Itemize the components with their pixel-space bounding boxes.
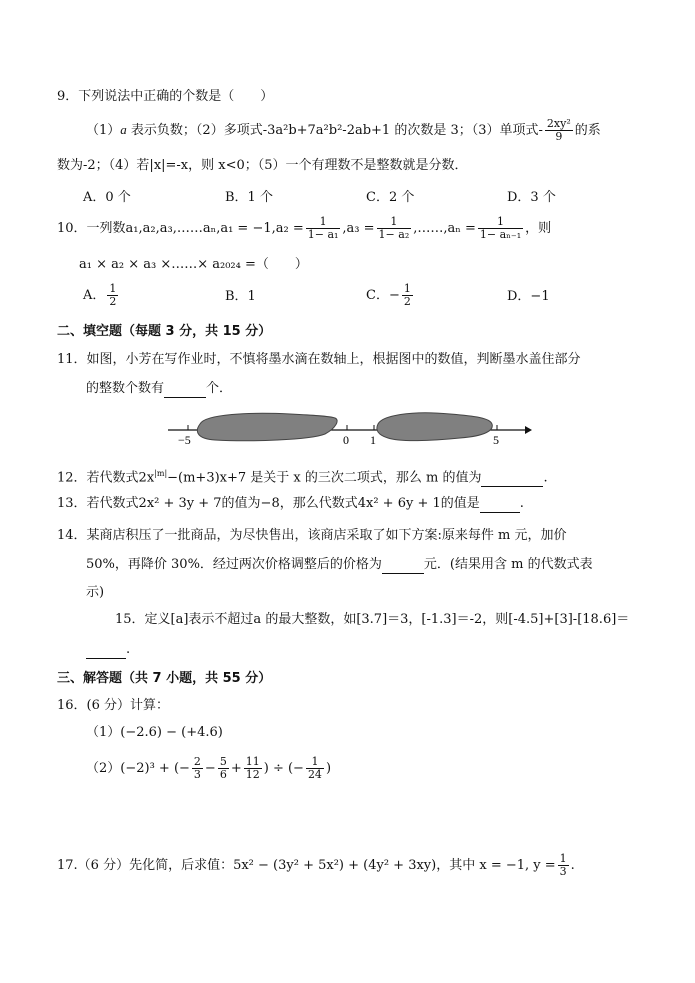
- q14-line2: 50%，再降价 30%．经过两次价格调整后的价格为 元．(结果用含 m 的代数式表: [86, 557, 593, 572]
- ink-blot-left: [197, 413, 337, 440]
- q17-line: 17.（6 分）先化简，后求值：5x² − (3y² + 5x²) + (4y² + 3xy)，其中 x = −1, y = $\frac{1}{3}$ .: [57, 852, 575, 878]
- q10-option-b: B．1: [225, 289, 256, 304]
- q16-part1: （1）(−2.6) − (+4.6): [86, 725, 223, 740]
- number-line-figure: [160, 408, 535, 448]
- q10-option-a: A． $\frac{1}{2}$: [83, 282, 117, 308]
- q9-option-b: B．1 个: [225, 190, 273, 205]
- q9-option-d: D．3 个: [507, 190, 556, 205]
- section-3-heading: 三、解答题（共 7 小题，共 55 分）: [57, 671, 272, 686]
- q16-part2: （2）(−2)³ + (− $\frac{2}{3}$ − $\frac{5}{6}$ + $\frac{11}{12}$ ) ÷ (− $\frac{1}{24}$ ): [86, 755, 332, 781]
- q11-answer-blank[interactable]: [164, 383, 206, 398]
- tick-label-1: 1: [370, 433, 376, 447]
- q9-statements-line2: 数为-2；（4）若|x|=-x，则 x<0；（5）一个有理数不是整数就是分数．: [57, 158, 468, 173]
- q9-statements-line1: [86, 118, 601, 143]
- section-2-heading: 二、填空题（每题 3 分，共 15 分）: [57, 324, 272, 339]
- q15-line2: .: [86, 641, 130, 659]
- q10-a2-fraction: $\frac{1}{\text{1− a₁}}$: [307, 215, 339, 241]
- q15-line1: 15．定义[a]表示不超过a 的最大整数，如[3.7]＝3，[-1.3]＝-2，则[-4.5]+[3]-[18.6]＝: [115, 612, 630, 627]
- q14-line3: 示): [86, 585, 105, 600]
- q9-s1-var: a: [120, 122, 127, 137]
- tick-label-minus-5: −5: [178, 433, 191, 447]
- q10-option-c: C．− $\frac{1}{2}$: [366, 282, 411, 308]
- number-line-arrowhead: [525, 426, 532, 434]
- q13-answer-blank[interactable]: [480, 498, 520, 513]
- q9-s1-end: 的系: [574, 123, 601, 138]
- q12-answer-blank[interactable]: [481, 472, 543, 487]
- q12-line: 12．若代数式$2x^{|m|}-(m+3)x+7$ 是关于 x 的三次二项式，那么 m 的值为 .: [57, 469, 548, 486]
- q9-s1-prefix: （1）: [86, 123, 121, 138]
- q11-line2: 的整数个数有 个．: [86, 381, 233, 396]
- q9-monomial-fraction: $\frac{\text{2xy²}}{9}$: [546, 117, 571, 143]
- q17-y-fraction: $\frac{1}{3}$: [559, 852, 567, 878]
- tick-label-5: 5: [493, 433, 499, 447]
- q13-line: 13．若代数式2x² + 3y + 7的值为−8，那么代数式4x² + 6y + 1的值是 .: [57, 496, 524, 511]
- q14-answer-blank[interactable]: [382, 559, 424, 574]
- tick-label-0: 0: [343, 433, 349, 447]
- q11-line1: 11．如图，小芳在写作业时，不慎将墨水滴在数轴上，根据图中的数值，判断墨水盖住部分: [57, 352, 581, 367]
- q16-title: 16．(6 分）计算：: [57, 698, 170, 713]
- q10-a3-fraction: $\frac{1}{\text{1− a₂}}$: [378, 215, 410, 241]
- q10-stem: 10．一列数a₁,a₂,a₃,……aₙ,a₁ = −1,a₂ = $\frac{1}{\text{1− a₁}}$ ,a₃ = $\frac{1}{\text{1− a₂}}$ ,……,aₙ = $\frac{1}{\text{1− aₙ₋₁}}$ ，则: [57, 215, 552, 241]
- q9-stem: 9．下列说法中正确的个数是（ ）: [57, 89, 274, 104]
- q9-option-a: A．0 个: [83, 190, 131, 205]
- q10-product-line: a₁ × a₂ × a₃ ×……× a₂₀₂₄ =（ ）: [79, 257, 308, 272]
- q10-option-d: D．−1: [507, 289, 550, 304]
- q14-line1: 14．某商店积压了一批商品，为尽快售出，该商店采取了如下方案:原来每件 m 元，加价: [57, 528, 567, 543]
- q9-s1-text: 表示负数；（2）多项式-3a²b+7a²b²-2ab+1 的次数是 3；（3）单项式-: [130, 123, 543, 138]
- q15-answer-blank[interactable]: [86, 644, 126, 659]
- ink-blot-right: [377, 413, 492, 441]
- q9-option-c: C．2 个: [366, 190, 415, 205]
- q10-an-fraction: $\frac{1}{\text{1− aₙ₋₁}}$: [479, 215, 522, 241]
